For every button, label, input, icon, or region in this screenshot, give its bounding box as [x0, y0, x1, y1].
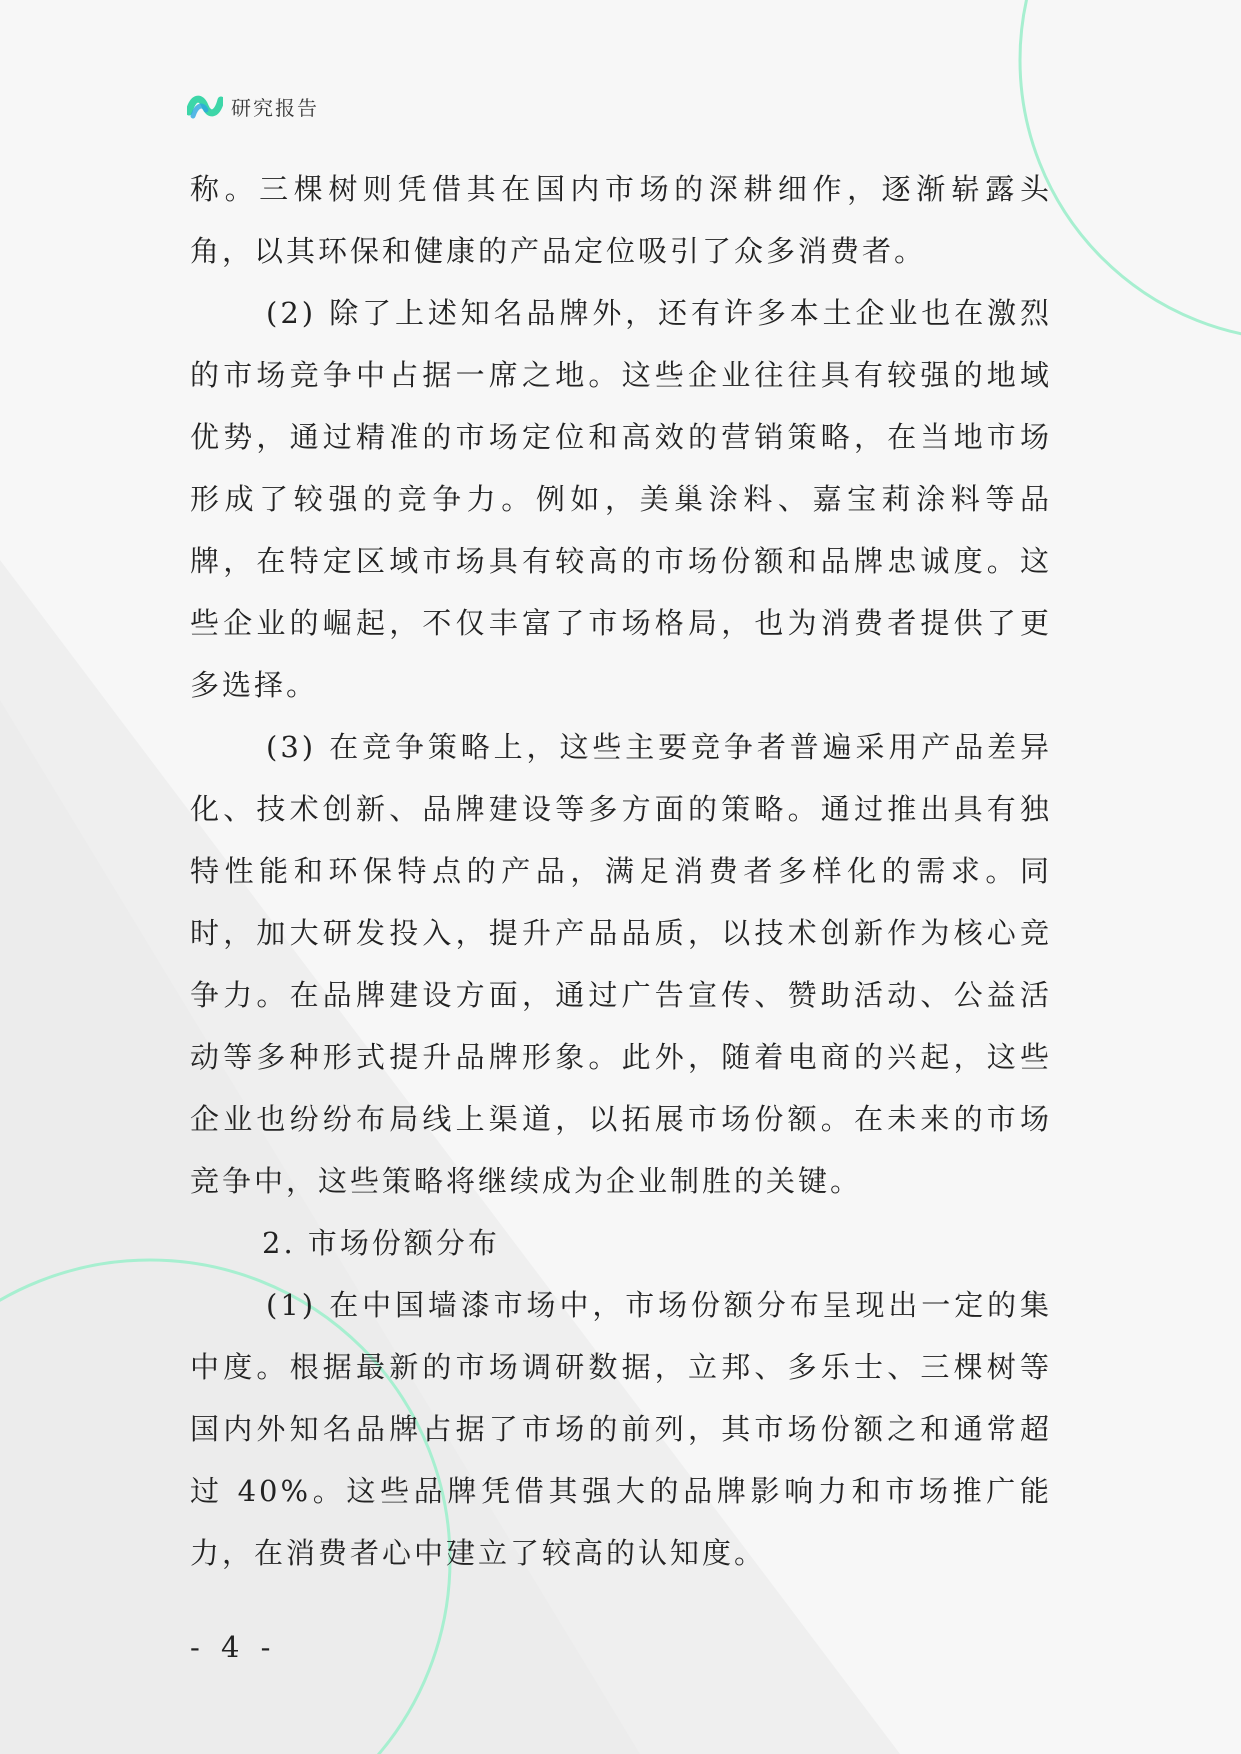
document-body	[190, 158, 1052, 1584]
paragraph-market-share-1: (1) 在中国墙漆市场中，市场份额分布呈现出一定的集中度。根据最新的市场调研数据，立邦、多乐士、三棵树等国内外知名品牌占据了市场的前列，其市场份额之和通常超过 40%。这些品牌凭借其强大的品牌影响力和市场推广能力，在消费者心中建立了较高的认知度。	[190, 1288, 1052, 1570]
page-header	[187, 88, 319, 124]
paragraph-2: (2) 除了上述知名品牌外，还有许多本土企业也在激烈的市场竞争中占据一席之地。这些企业往往具有较强的地域优势，通过精准的市场定位和高效的营销策略，在当地市场形成了较强的竞争力。例如，美巢涂料、嘉宝莉涂料等品牌，在特定区域市场具有较高的市场份额和品牌忠诚度。这些企业的崛起，不仅丰富了市场格局，也为消费者提供了更多选择。	[190, 296, 1052, 702]
paragraph-continuation: 称。三棵树则凭借其在国内市场的深耕细作，逐渐崭露头角，以其环保和健康的产品定位吸引了众多消费者。	[190, 172, 1052, 268]
section-heading: 2. 市场份额分布	[262, 1226, 500, 1260]
header-title: 研究报告	[231, 95, 319, 120]
page-number: - 4 -	[190, 1630, 277, 1664]
paragraph-3: (3) 在竞争策略上，这些主要竞争者普遍采用产品差异化、技术创新、品牌建设等多方面的策略。通过推出具有独特性能和环保特点的产品，满足消费者多样化的需求。同时，加大研发投入，提升产品品质，以技术创新作为核心竞争力。在品牌建设方面，通过广告宣传、赞助活动、公益活动等多种形式提升品牌形象。此外，随着电商的兴起，这些企业也纷纷布局线上渠道，以拓展市场份额。在未来的市场竞争中，这些策略将继续成为企业制胜的关键。	[190, 730, 1052, 1198]
report-logo-icon	[187, 90, 223, 122]
